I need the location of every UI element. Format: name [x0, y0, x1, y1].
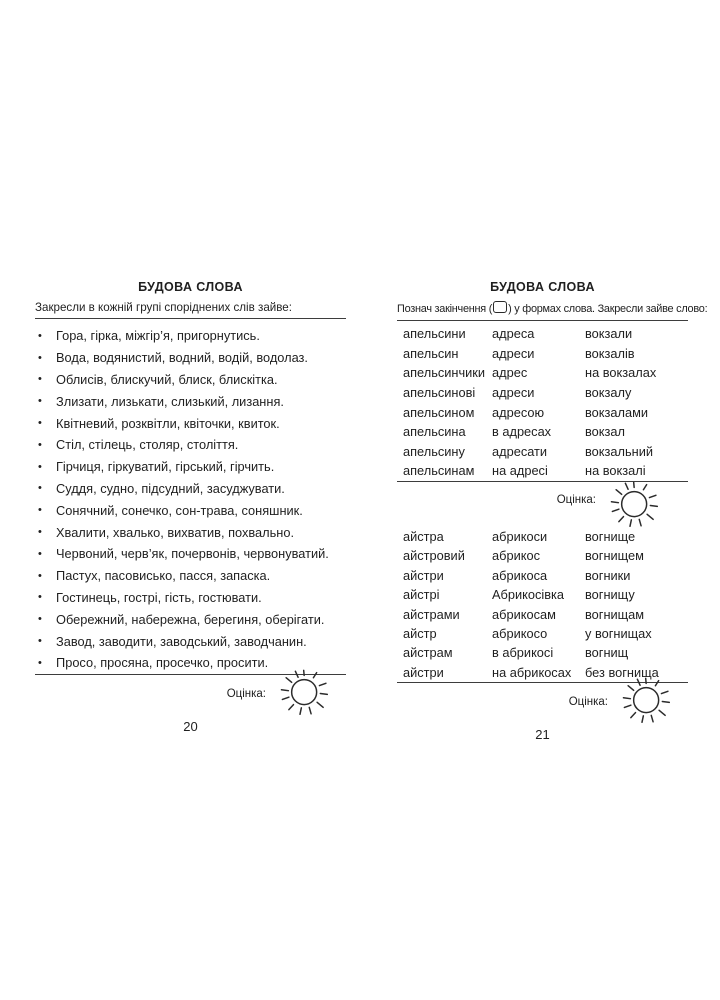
word-group-text: Суддя, судно, підсудний, засуджувати.	[56, 480, 285, 496]
table-row	[397, 442, 688, 462]
page-left	[35, 280, 346, 734]
table-row	[397, 604, 688, 623]
score-label: Оцінка:	[226, 687, 266, 700]
word-group-text: Просо, просяна, просечко, просити.	[56, 655, 269, 671]
word-cell: абрикоси	[492, 528, 548, 544]
instruction-text-after: ) у формах слова. Закресли зайве слово:	[508, 303, 708, 315]
word-group-text: Завод, заводити, заводський, заводчанин.	[56, 633, 307, 649]
list-item	[35, 543, 346, 565]
list-item	[35, 608, 346, 630]
list-item	[35, 565, 346, 587]
sun-doodle-icon	[280, 668, 332, 718]
task-instruction	[397, 301, 708, 320]
word-cell: апельсинам	[403, 463, 475, 479]
word-cell: абрикосо	[492, 625, 548, 641]
word-cell: вокзальний	[585, 443, 653, 459]
bullet-icon: •	[38, 547, 42, 560]
page-title: БУДОВА СЛОВА	[490, 280, 595, 294]
ending-box-icon	[493, 301, 507, 313]
word-cell: айстри	[403, 664, 444, 680]
word-group-text: Обережний, набережна, берегиня, оберігати.	[56, 611, 325, 627]
table-row	[397, 324, 688, 344]
list-item	[35, 630, 346, 652]
word-cell: айстри	[403, 567, 444, 583]
word-group-text: Пастух, пасовисько, пасся, запаска.	[56, 568, 271, 584]
score-label: Оцінка:	[556, 493, 596, 506]
table-row	[397, 527, 688, 546]
word-group-text: Квітневий, розквітли, квіточки, квиток.	[56, 415, 280, 431]
word-group-text: Злизати, лизькати, слизький, лизання.	[56, 393, 284, 409]
score-row	[397, 482, 688, 524]
word-cell: на вокзалі	[585, 463, 646, 479]
bullet-icon: •	[38, 504, 42, 517]
bullet-icon: •	[38, 329, 42, 342]
table-row	[397, 383, 688, 403]
word-cell: адрес	[492, 365, 528, 381]
word-cell: адреси	[492, 345, 535, 361]
table-row	[397, 566, 688, 585]
list-item	[35, 347, 346, 369]
word-cell: вогнищам	[585, 606, 645, 622]
table-row	[397, 546, 688, 565]
word-group-text: Гора, гірка, міжгір’я, пригорнутись.	[56, 328, 260, 344]
word-cell: апельсин	[403, 345, 459, 361]
word-cell: Абрикосівка	[492, 587, 565, 603]
word-cell: абрикосам	[492, 606, 556, 622]
bullet-icon: •	[38, 613, 42, 626]
list-item	[35, 478, 346, 500]
bullet-icon: •	[38, 351, 42, 364]
word-cell: айстровий	[403, 548, 465, 564]
bullet-icon: •	[38, 591, 42, 604]
word-cell: в адресах	[492, 424, 552, 440]
word-cell: айстрами	[403, 606, 460, 622]
word-cell: апельсина	[403, 424, 466, 440]
word-group-text: Гостинець, гострі, гість, гостювати.	[56, 589, 262, 605]
word-cell: вокзалу	[585, 385, 632, 401]
table-row	[397, 461, 688, 481]
bullet-icon: •	[38, 635, 42, 648]
word-cell: абрикос	[492, 548, 540, 564]
word-cell: апельсином	[403, 404, 475, 420]
word-group-text: Червоний, черв’як, почервонів, червонуватий.	[56, 546, 329, 562]
word-cell: в абрикосі	[492, 645, 554, 661]
word-cell: вогнище	[585, 528, 636, 544]
list-item	[35, 456, 346, 478]
word-cell: айстрі	[403, 587, 440, 603]
word-cell: вогнищем	[585, 548, 644, 564]
bullet-icon: •	[38, 417, 42, 430]
table-row	[397, 585, 688, 604]
list-item	[35, 325, 346, 347]
instruction-text-before: Познач закінчення (	[397, 303, 493, 315]
word-cell: айстр	[403, 625, 437, 641]
task-instruction: Закресли в кожній групі споріднених слів зайве:	[35, 301, 292, 314]
score-label: Оцінка:	[568, 695, 608, 708]
word-cell: вогники	[585, 567, 631, 583]
word-cell: на вокзалах	[585, 365, 657, 381]
word-cell: вокзалів	[585, 345, 635, 361]
word-group-text: Гірчиця, гіркуватий, гірський, гірчить.	[56, 459, 275, 475]
table-row	[397, 363, 688, 383]
word-cell: у вогнищах	[585, 625, 652, 641]
list-item	[35, 369, 346, 391]
word-cell: адресати	[492, 443, 548, 459]
score-row	[35, 675, 346, 721]
bullet-icon: •	[38, 482, 42, 495]
word-cell: айстрам	[403, 645, 453, 661]
list-item	[35, 390, 346, 412]
page-title: БУДОВА СЛОВА	[138, 280, 243, 294]
list-item	[35, 434, 346, 456]
score-row	[397, 683, 688, 729]
bullet-icon: •	[38, 569, 42, 582]
list-item	[35, 521, 346, 543]
word-cell: адреса	[492, 326, 535, 342]
word-cell: айстра	[403, 528, 444, 544]
bullet-icon: •	[38, 373, 42, 386]
bullet-icon: •	[38, 460, 42, 473]
page-right	[397, 280, 708, 742]
table-row	[397, 624, 688, 643]
word-group-text: Сонячний, сонечко, сон-трава, соняшник.	[56, 502, 303, 518]
bullet-icon: •	[38, 395, 42, 408]
list-item	[35, 499, 346, 521]
divider	[397, 320, 688, 321]
word-cell: вогнищу	[585, 587, 635, 603]
word-cell: без вогнища	[585, 664, 659, 680]
sun-doodle-icon	[610, 480, 662, 530]
word-group-text: Облисів, блискучий, блиск, блискітка.	[56, 371, 278, 387]
word-cell: вогнищ	[585, 645, 629, 661]
word-forms-table-2	[397, 527, 688, 682]
table-row	[397, 643, 688, 662]
word-cell: адресою	[492, 404, 545, 420]
word-cell: на адресі	[492, 463, 548, 479]
word-cell: абрикоса	[492, 567, 548, 583]
page-number: 21	[535, 726, 550, 742]
word-cell: апельсинові	[403, 385, 476, 401]
bullet-icon: •	[38, 656, 42, 669]
word-group-text: Вода, водянистий, водний, водій, водолаз.	[56, 350, 308, 366]
list-item	[35, 412, 346, 434]
word-groups-list	[35, 325, 346, 674]
word-cell: апельсини	[403, 326, 466, 342]
table-row	[397, 344, 688, 364]
divider	[35, 318, 346, 319]
word-cell: апельсину	[403, 443, 465, 459]
word-group-text: Хвалити, хвалько, вихватив, похвально.	[56, 524, 295, 540]
bullet-icon: •	[38, 438, 42, 451]
table-row	[397, 422, 688, 442]
word-cell: на абрикосах	[492, 664, 572, 680]
word-cell: апельсинчики	[403, 365, 486, 381]
sun-doodle-icon	[622, 676, 674, 726]
word-forms-table-1	[397, 324, 688, 481]
word-cell: вокзалами	[585, 404, 649, 420]
word-cell: вокзал	[585, 424, 625, 440]
word-group-text: Стіл, стілець, столяр, століття.	[56, 437, 239, 453]
word-cell: вокзали	[585, 326, 633, 342]
bullet-icon: •	[38, 526, 42, 539]
page-number: 20	[183, 718, 198, 734]
list-item	[35, 587, 346, 609]
word-cell: адреси	[492, 385, 535, 401]
table-row	[397, 402, 688, 422]
